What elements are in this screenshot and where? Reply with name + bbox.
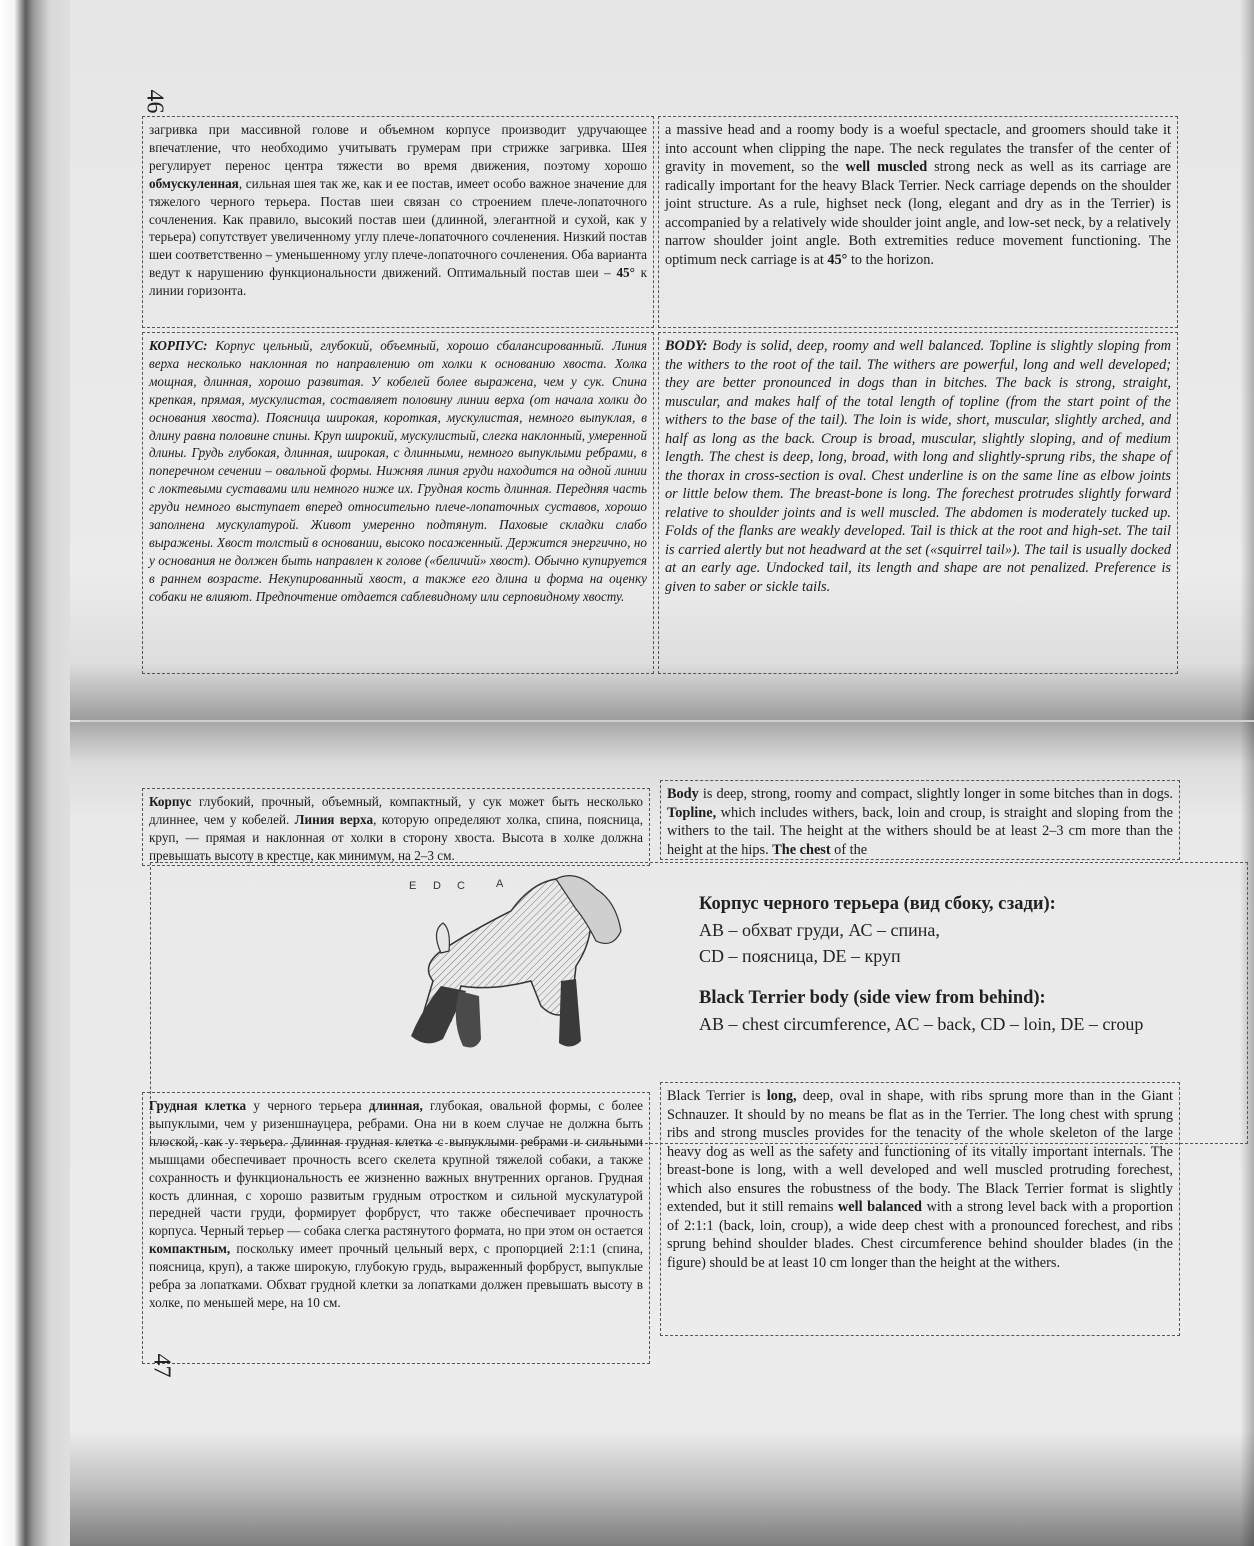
body-intro-ru	[142, 788, 650, 866]
text-run: , которую определяют холка, спина, поясница, круп, — прямая и наклонная от холки в сторону хвоста. Высота в холке должна превышать высоту в крестце, как минимум, на 2–3 см.	[149, 811, 643, 863]
neck-paragraph-en	[665, 121, 1171, 269]
body-intro-paragraph-ru	[149, 793, 643, 865]
diagram-label-c: C	[457, 880, 465, 892]
caption-en-line1: AB – chest circumference, AC – back, CD – loin, DE – croup	[699, 1014, 1144, 1034]
bold-term: КОРПУС:	[149, 338, 208, 353]
dog-tail	[436, 923, 449, 953]
body-standard-ru	[142, 332, 654, 674]
text-run: with a strong level back with a proportion of 2:1:1 (back, loin, croup), a wide deep chest with a pronounced forechest, and ribs sprung behind shoulder blades. Chest circumference behind shoulder blades (in the figure) should be at least 10 cm longer than the height at the withers.	[667, 1199, 1173, 1271]
dog-rear-leg-inner	[456, 991, 481, 1047]
chest-text-en	[660, 1082, 1180, 1336]
text-run: Black Terrier is	[667, 1088, 767, 1104]
text-run: глубокий, прочный, объемный, компактный, у сук может быть несколько длиннее, чем у кобелей.	[149, 794, 643, 827]
text-run: of the	[830, 841, 868, 858]
chest-paragraph-en	[667, 1087, 1173, 1272]
bold-term: well balanced	[837, 1199, 922, 1215]
page-46	[70, 0, 1254, 720]
text-run: strong neck as well as its carriage are radically important for the heavy Black Terrier. Neck carriage depends on the shoulder joint structure. As a rule, highset neck (long, elegant and dry as in the Terrier) is accompanied by a relatively wide shoulder joint angle, and low-set neck, by a relatively narrow shoulder joint angle. Both extremities reduce movement functioning. The optimum neck carriage is at	[665, 159, 1171, 268]
body-intro-en	[660, 780, 1180, 860]
caption-en-title: Black Terrier body (side view from behind):	[699, 988, 1046, 1008]
text-run: which includes withers, back, loin and croup, is straight and sloping from the withers to the tail. The height at the withers should be at least 2–3 cm more than the height at the hips.	[667, 804, 1173, 858]
text-run: загривка при массивной голове и объемном корпусе производит удручающее впечатление, что необходимо учитывать грумерам при стрижке загривка. Шея регулирует перенос центра тяжести во время движения, поэтому хорошо	[149, 122, 647, 173]
text-run: a massive head and a roomy body is a woeful spectacle, and groomers should take it into account when clipping the nape. The neck regulates the transfer of the center of gravity in movement, so the	[665, 122, 1171, 175]
caption-ru-line1: АВ – обхват груди, АС – спина,	[699, 920, 940, 940]
text-run: Корпус цельный, глубокий, объемный, хорошо сбалансированный. Линия верха несколько наклонная по направлению от холки к основанию хвоста. Холка мощная, длинная, хорошо развитая. У кобелей более выражена, чем у сук. Спина крепкая, прямая, мускулистая, составляет половину линии верха (от начала холки до основания хвоста). Поясница широкая, короткая, мускулистая, немного выпуклая, в длину равна половине спины. Круп широкий, мускулистый, слегка наклонный, умеренной длины. Грудь глубокая, длинная, широкая, с длинными, немного выпуклыми ребрами, в поперечном сечении – овальной формы. Нижняя линия груди находится на одной линии с локтевыми суставами или немного ниже их. Грудная кость длинная. Передняя часть груди немного выступает вперед относительно плече-лопаточных суставов, хорошо заполнена мускулатурой. Живот умеренно подтянут. Паховые складки слабо выражены. Хвост толстый в основании, высоко посаженный. Держится энергично, но у основания не должен быть направлен к голове («беличий» хвост). Обычно купируется в раннем возрасте. Некупированный хвост, а также его длина и форма на оценку собаки не влияют. Предпочтение отдается саблевидному или серповидному хвосту.	[149, 338, 647, 604]
page-edge	[1240, 0, 1254, 720]
caption-ru-line2: CD – поясница, DE – круп	[699, 946, 901, 966]
bold-term: Topline,	[667, 804, 717, 821]
figure-caption	[699, 891, 1239, 1037]
neck-text-en	[658, 116, 1178, 328]
bold-term: обмускуленная	[149, 175, 239, 191]
bold-term: длинная,	[368, 1098, 423, 1113]
bold-term: 45°	[827, 251, 848, 268]
text-run: is deep, strong, roomy and compact, slightly longer in some bitches than in dogs.	[698, 786, 1173, 802]
diagram-label-b: B	[541, 1012, 549, 1024]
text-run: deep, oval in shape, with ribs sprung more than in the Giant Schnauzer. It should by no means be flat as in the Terrier. The long chest with sprung ribs and strong muscles provides for the tenacity of the whole skeleton of the large heavy dog as well as the safety and functioning of its vitally important internals. The breast-bone is long, with a well developed and well muscled protruding forechest, which also ensures the robustness of the body. The Black Terrier format is slightly extended, but it still remains	[667, 1088, 1174, 1215]
text-run: to the horizon.	[847, 251, 934, 268]
text-run: к линии горизонта.	[149, 265, 647, 299]
bold-term: Линия верха	[294, 811, 374, 827]
page-number-46: 46	[141, 89, 168, 114]
body-paragraph-en	[665, 337, 1171, 596]
chest-text-ru	[142, 1092, 650, 1364]
bold-term: 45°	[616, 265, 635, 281]
text-run: у черного терьера	[246, 1098, 369, 1113]
book-spine-shadow	[0, 0, 80, 1546]
diagram-label-a: A	[496, 878, 504, 890]
text-run: , сильная шея так же, как и ее постав, имеет особо важное значение для тяжелого черного терьера. Постав шеи связан со строением плече-лопаточного сочленения. Как правило, высокий постав шеи (длинной, элегантной и сухой, как у терьера) сопутствует увеличенному углу плече-лопаточного сочленения. Низкий постав шеи соответственно – уменьшенному углу плече-лопаточного сочленения. Оба варианта ведут к нарушению функциональности движений. Оптимальный постав шеи –	[149, 175, 647, 281]
text-run: поскольку имеет прочный цельный верх, с пропорцией 2:1:1 (спина, поясница, круп), а также широкую, глубокую грудь, выраженный форбруст, выпуклые ребра за лопатками. Обхват грудной клетки за лопатками должен превышать высоту в холке, по меньшей мере, на 10 см.	[149, 1241, 643, 1310]
caption-ru-title: Корпус черного терьера (вид сбоку, сзади):	[699, 894, 1056, 914]
page-47	[70, 722, 1254, 1546]
dog-front-legs	[559, 979, 581, 1047]
diagram-label-d: D	[433, 880, 441, 892]
body-paragraph-ru	[149, 337, 647, 606]
page-number-47: 47	[148, 1353, 175, 1378]
bold-term: Грудная клетка	[149, 1098, 247, 1113]
text-run: глубокая, овальной формы, с более выпуклыми, чем у ризеншнауцера, ребрами. Она ни в коем случае не должна быть плоской, как у терьера. Длинная грудная клетка с выпуклыми ребрами и сильными мышцами обеспечивает прочность всего скелета крупной тяжелой собаки, а также сохранность и функциональность ее жизненно важных внутренних органов. Грудная кость длинная, с хорошо развитым грудным отростком и сильной мускулатурой передней части груди, формирует форбруст, что также обеспечивает прочность корпуса. Черный терьер — собака слегка растянутого формата, но при этом он остается	[149, 1098, 644, 1239]
bold-term: Body	[667, 786, 699, 802]
body-standard-en	[658, 332, 1178, 674]
bold-term: Корпус	[149, 794, 192, 809]
bold-term: BODY:	[665, 338, 708, 354]
bold-term: long,	[766, 1088, 797, 1104]
bold-term: компактным,	[149, 1241, 231, 1257]
chest-paragraph-ru	[149, 1097, 643, 1312]
bold-term: The chest	[772, 841, 831, 858]
bold-term: well muscled	[845, 159, 928, 175]
text-run: Body is solid, deep, roomy and well balanced. Topline is slightly sloping from the withers to the root of the tail. The withers are powerful, long and well developed; they are better pronounced in dogs than in bitches. The back is strong, straight, muscular, and makes half of the total length of topline (from the start point of the withers to the base of the tail). The loin is wide, short, muscular, slightly arched, and half as long as the back. Croup is broad, muscular, slightly sloping, and of medium length. The chest is deep, long, broad, with long and slightly-sprung ribs, the shape of the thorax in cross-section is oval. Chest underline is on the same line as elbow joints or little below them. The breast-bone is long. The forechest protrudes slightly forward relative to shoulder joints and is well muscled. The abdomen is moderately tucked up. Folds of the flanks are weakly developed. Tail is thick at the root and high-set. The tail is carried alertly but not headward at the set («squirrel tail»). The tail is usually docked at an early age. Undocked tail, its length and shape are not penalized. Preference is given to saber or sickle tails.	[665, 338, 1171, 595]
dog-body-diagram	[381, 871, 626, 1061]
body-intro-paragraph-en	[667, 785, 1173, 859]
neck-text-ru	[142, 116, 654, 328]
diagram-label-e: E	[409, 880, 417, 892]
neck-paragraph-ru	[149, 121, 647, 300]
